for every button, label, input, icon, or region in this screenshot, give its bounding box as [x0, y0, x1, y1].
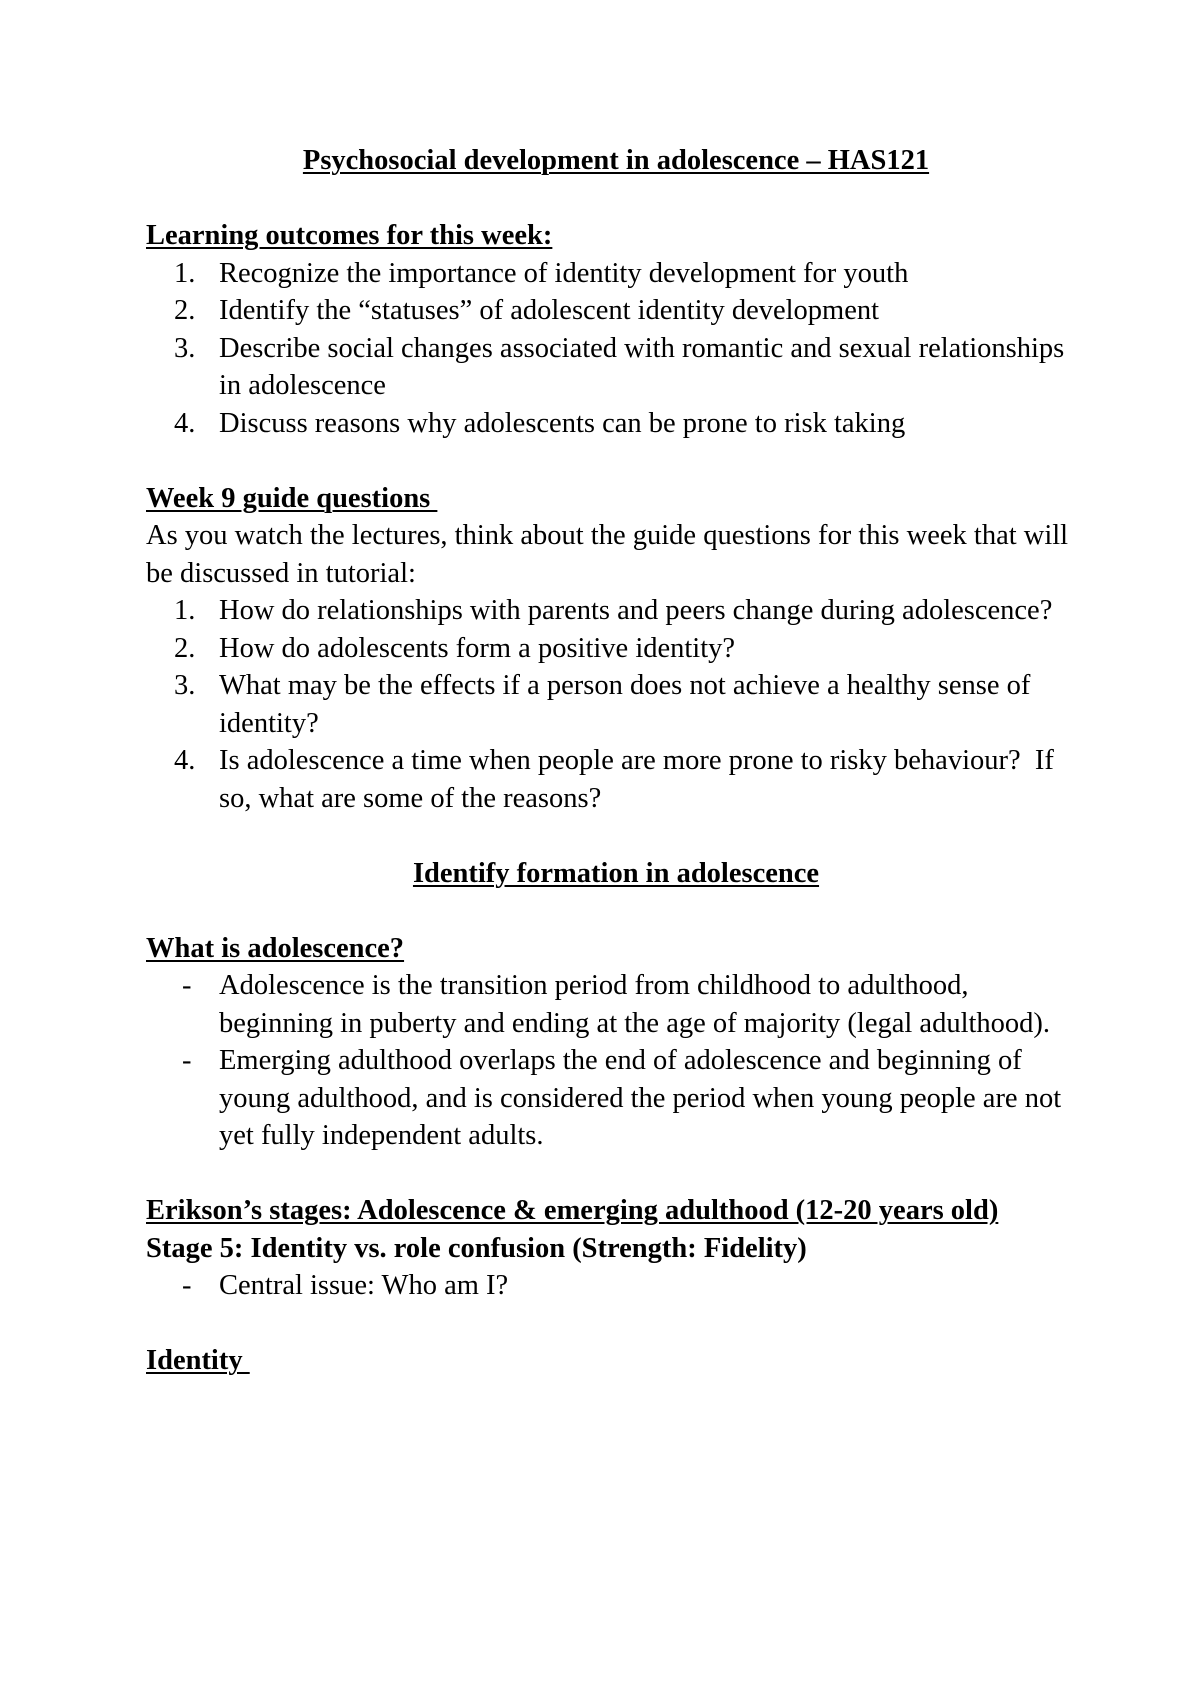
- list-item: [146, 592, 1086, 630]
- list-item: [146, 667, 1086, 742]
- list-number: 3.: [174, 332, 196, 364]
- spacer: [146, 1155, 1086, 1193]
- dash-marker: -: [182, 1045, 192, 1076]
- list-item: [146, 1267, 1086, 1305]
- list-number: 1.: [174, 595, 196, 626]
- stage-heading: Stage 5: Identity vs. role confusion (Strength: Fidelity): [146, 1232, 807, 1264]
- list-item-text: Identify the “statuses” of adolescent identity development: [219, 295, 880, 326]
- list-item-text: What may be the effects if a person does not achieve a healthy sense of identity?: [219, 670, 1031, 739]
- learning-outcomes-heading: Learning outcomes for this week:: [146, 220, 553, 251]
- list-item: [146, 967, 1086, 1042]
- spacer: [146, 1305, 1086, 1343]
- guide-questions-heading: Week 9 guide questions: [146, 482, 438, 514]
- erikson-list: [146, 1267, 1086, 1305]
- list-item-text: Emerging adulthood overlaps the end of adolescence and beginning of young adulthood, and is considered the period when young people are not yet fully independent adults.: [219, 1045, 1062, 1151]
- dash-marker: -: [182, 970, 192, 1001]
- list-item-text: Central issue: Who am I?: [219, 1270, 509, 1301]
- list-item-text: How do adolescents form a positive identity?: [219, 632, 736, 664]
- list-item-text: Recognize the importance of identity development for youth: [219, 257, 909, 289]
- list-item-text: Is adolescence a time when people are more prone to risky behaviour? If so, what are some of the reasons?: [219, 745, 1061, 814]
- list-number: 2.: [174, 632, 196, 664]
- list-number: 4.: [174, 407, 196, 439]
- list-number: 4.: [174, 745, 196, 776]
- list-item: [146, 630, 1086, 668]
- list-item-text: How do relationships with parents and peers change during adolescence?: [219, 595, 1053, 626]
- spacer: [146, 442, 1086, 480]
- erikson-heading: Erikson’s stages: Adolescence & emerging adulthood (12-20 years old): [146, 1195, 999, 1226]
- spacer: [146, 180, 1086, 218]
- guide-questions-intro: As you watch the lectures, think about the guide questions for this week that will be discussed in tutorial:: [146, 520, 1069, 589]
- list-item: [146, 405, 1086, 443]
- dash-marker: -: [182, 1270, 192, 1301]
- document-title: Psychosocial development in adolescence – HAS121: [302, 145, 930, 176]
- list-item: [146, 255, 1086, 293]
- list-item-text: Describe social changes associated with romantic and sexual relationships in adolescence: [219, 332, 1065, 401]
- guide-questions-list: [146, 592, 1086, 817]
- learning-outcomes-list: [146, 255, 1086, 443]
- list-item-text: Adolescence is the transition period from childhood to adulthood, beginning in puberty and ending at the age of majority (legal adulthood).: [219, 970, 1051, 1039]
- list-number: 3.: [174, 670, 196, 701]
- list-item: [146, 330, 1086, 405]
- section-title: Identify formation in adolescence: [412, 857, 820, 889]
- what-is-list: [146, 967, 1086, 1155]
- what-is-heading: What is adolescence?: [146, 932, 405, 964]
- list-item: [146, 742, 1086, 817]
- list-item: [146, 1042, 1086, 1155]
- document-page: [146, 142, 1086, 1380]
- identity-heading: Identity: [146, 1345, 250, 1376]
- list-item: [146, 292, 1086, 330]
- spacer: [146, 817, 1086, 855]
- list-number: 1.: [174, 257, 196, 289]
- list-number: 2.: [174, 295, 196, 326]
- list-item-text: Discuss reasons why adolescents can be prone to risk taking: [219, 407, 906, 439]
- spacer: [146, 892, 1086, 930]
